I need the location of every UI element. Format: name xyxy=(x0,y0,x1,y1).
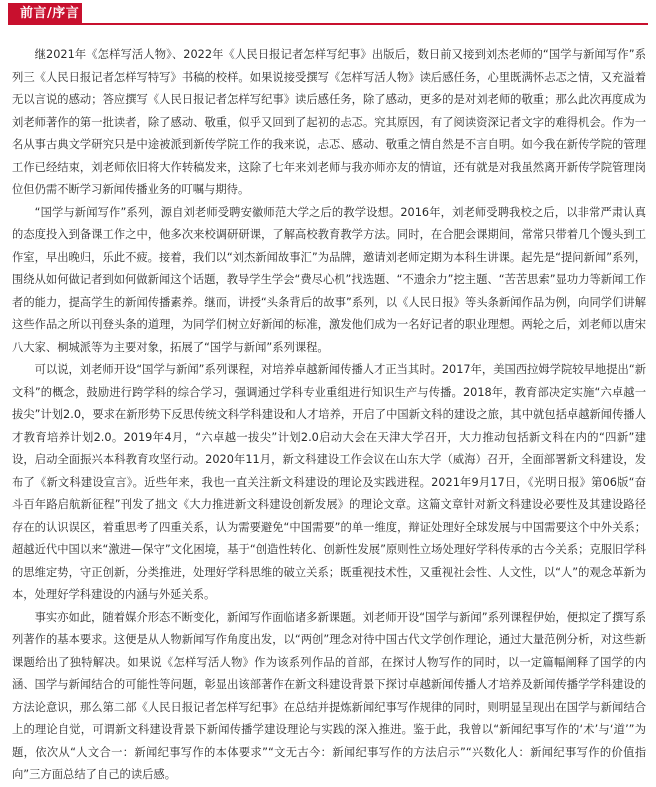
paragraph: 可以说，刘老师开设“国学与新闻”系列课程，对培养卓越新闻传播人才正当其时。2017年，美国西拉姆学院较早地提出“新文科”的概念，鼓励进行跨学科的综合学习，强调通过学科专业重组进行知识生产与传播。2018年，教育部决定实施“六卓越一拔尖”计划2.0，要求在新形势下反思传统文科学科建设和人才培养，开启了中国新文科的建设之旅，其中就包括卓越新闻传播人才教育培养计划2.0。2019年4月，“六卓越一拔尖”计划2.0启动大会在天津大学召开，大力推动包括新文科在内的“四新”建设，启动全面振兴本科教育攻坚行动。2020年11月，新文科建设工作会议在山东大学（威海）召开，全面部署新文科建设，发布了《新文科建设宣言》。近些年来，我也一直关注新文科建设的理论及实践进程。2021年9月17日，《光明日报》第06版“奋斗百年路启航新征程”刊发了拙文《大力推进新文科建设创新发展》的理论文章。这篇文章针对新文科建设必要性及其建设路径存在的认识误区，着重思考了四重关系，认为需要避免“中国需要”的单一维度，辩证处理好全球发展与中国需要这个中外关系；超越近代中国以来“激进—保守”文化困境，基于“创造性转化、创新性发展”原则性立场处理好学科传承的古今关系；克服旧学科的思维定势，守正创新，分类推进，处理好学科思维的破立关系；既重视技术性，又重视社会性、人文性，以“人”的观念革新为本，处理好学科建设的内涵与外延关系。 xyxy=(12,363,646,601)
paragraph: “国学与新闻写作”系列，源自刘老师受聘安徽师范大学之后的教学设想。2016年，刘老师受聘我校之后，以非常严肃认真的态度投入到备课工作之中，他多次来校调研研课，了解高校教育教学方法。同时，在合肥会课期间，常常只带着几个馒头到工作室，早出晚归，乐此不疲。接着，我们以“刘杰新闻故事汇”为品牌，邀请刘老师定期为本科生讲课。起先是“提问新闻”系列，围绕从如何做记者到如何做新闻这个话题，教导学生学会“费尽心机”找选题、“不遗余力”挖主题、“苦苦思索”显功力等新闻工作者的能力，提高学生的新闻传播素养。继而，讲授“头条背后的故事”系列，以《人民日报》等头条新闻作品为例，向同学们讲解这些作品之所以刊登头条的道理，为同学们树立好新闻的标准，激发他们成为一名好记者的职业理想。两轮之后，刘老师以唐宋八大家、桐城派等为主要对象，拓展了“国学与新闻”系列课程。 xyxy=(12,205,646,354)
paragraph: 事实亦如此，随着媒介形态不断变化，新闻写作面临诸多新课题。刘老师开设“国学与新闻”系列课程伊始，便拟定了撰写系列著作的基本要求。这便是从人物新闻写作角度出发，以“两创”理念对待中国古代文学创作理论，通过大量范例分析，对这些新课题给出了独特解决。如果说《怎样写活人物》作为该系列作品的首部，在探讨人物写作的同时，以一定篇幅阐释了国学的内涵、国学与新闻结合的可能性等问题，彰显出该部著作在新文科建设背景下探讨卓越新闻传播人才培养及新闻传播学学科建设的方法论意识，那么第二部《人民日报记者怎样写纪事》在总结并提炼新闻纪事写作规律的同时，则明显呈现出在国学与新闻结合上的理论自觉，可谓新文科建设背景下新闻传播学建设理论与实践的深入推进。鉴于此，我曾以“新闻纪事写作的‘术’与‘道’”为题，依次从“人文合一：新闻纪事写作的本体要求”“文无古今：新闻纪事写作的方法启示”“兴数化人：新闻纪事写作的价值指向”三方面总结了自己的读后感。 xyxy=(12,610,646,781)
article-body xyxy=(0,26,656,781)
section-header xyxy=(0,0,656,26)
header-rule xyxy=(8,23,648,25)
section-title: 前言/序言 xyxy=(8,3,82,25)
paragraph: 继2021年《怎样写活人物》、2022年《人民日报记者怎样写纪事》出版后，数日前又接到刘杰老师的“国学与新闻写作”系列三《人民日报记者怎样写特写》书稿的校样。如果说接受撰写《怎样写活人物》读后感任务，心里既满怀忐忑之情，又充溢着无以言说的感动；答应撰写《人民日报记者怎样写纪事》读后感任务，除了感动，更多的是对刘老师的敬重；那么此次再度成为刘老师著作的第一批读者，除了感动、敬重，似乎又回到了起初的忐忑。究其原因，有了阅读资深记者文字的难得机会。作为一名从事古典文学研究只是中途被派到新传学院工作的我来说，忐忑、感动、敬重之情自然是不言自明。如今我在新传学院的管理工作已经结束，刘老师依旧将大作转稿发来，这除了七年来刘老师与我亦师亦友的情谊，还有就是对我虽然离开新传学院管理岗位但仍需不断学习新闻传播业务的叮嘱与期待。 xyxy=(12,48,646,196)
